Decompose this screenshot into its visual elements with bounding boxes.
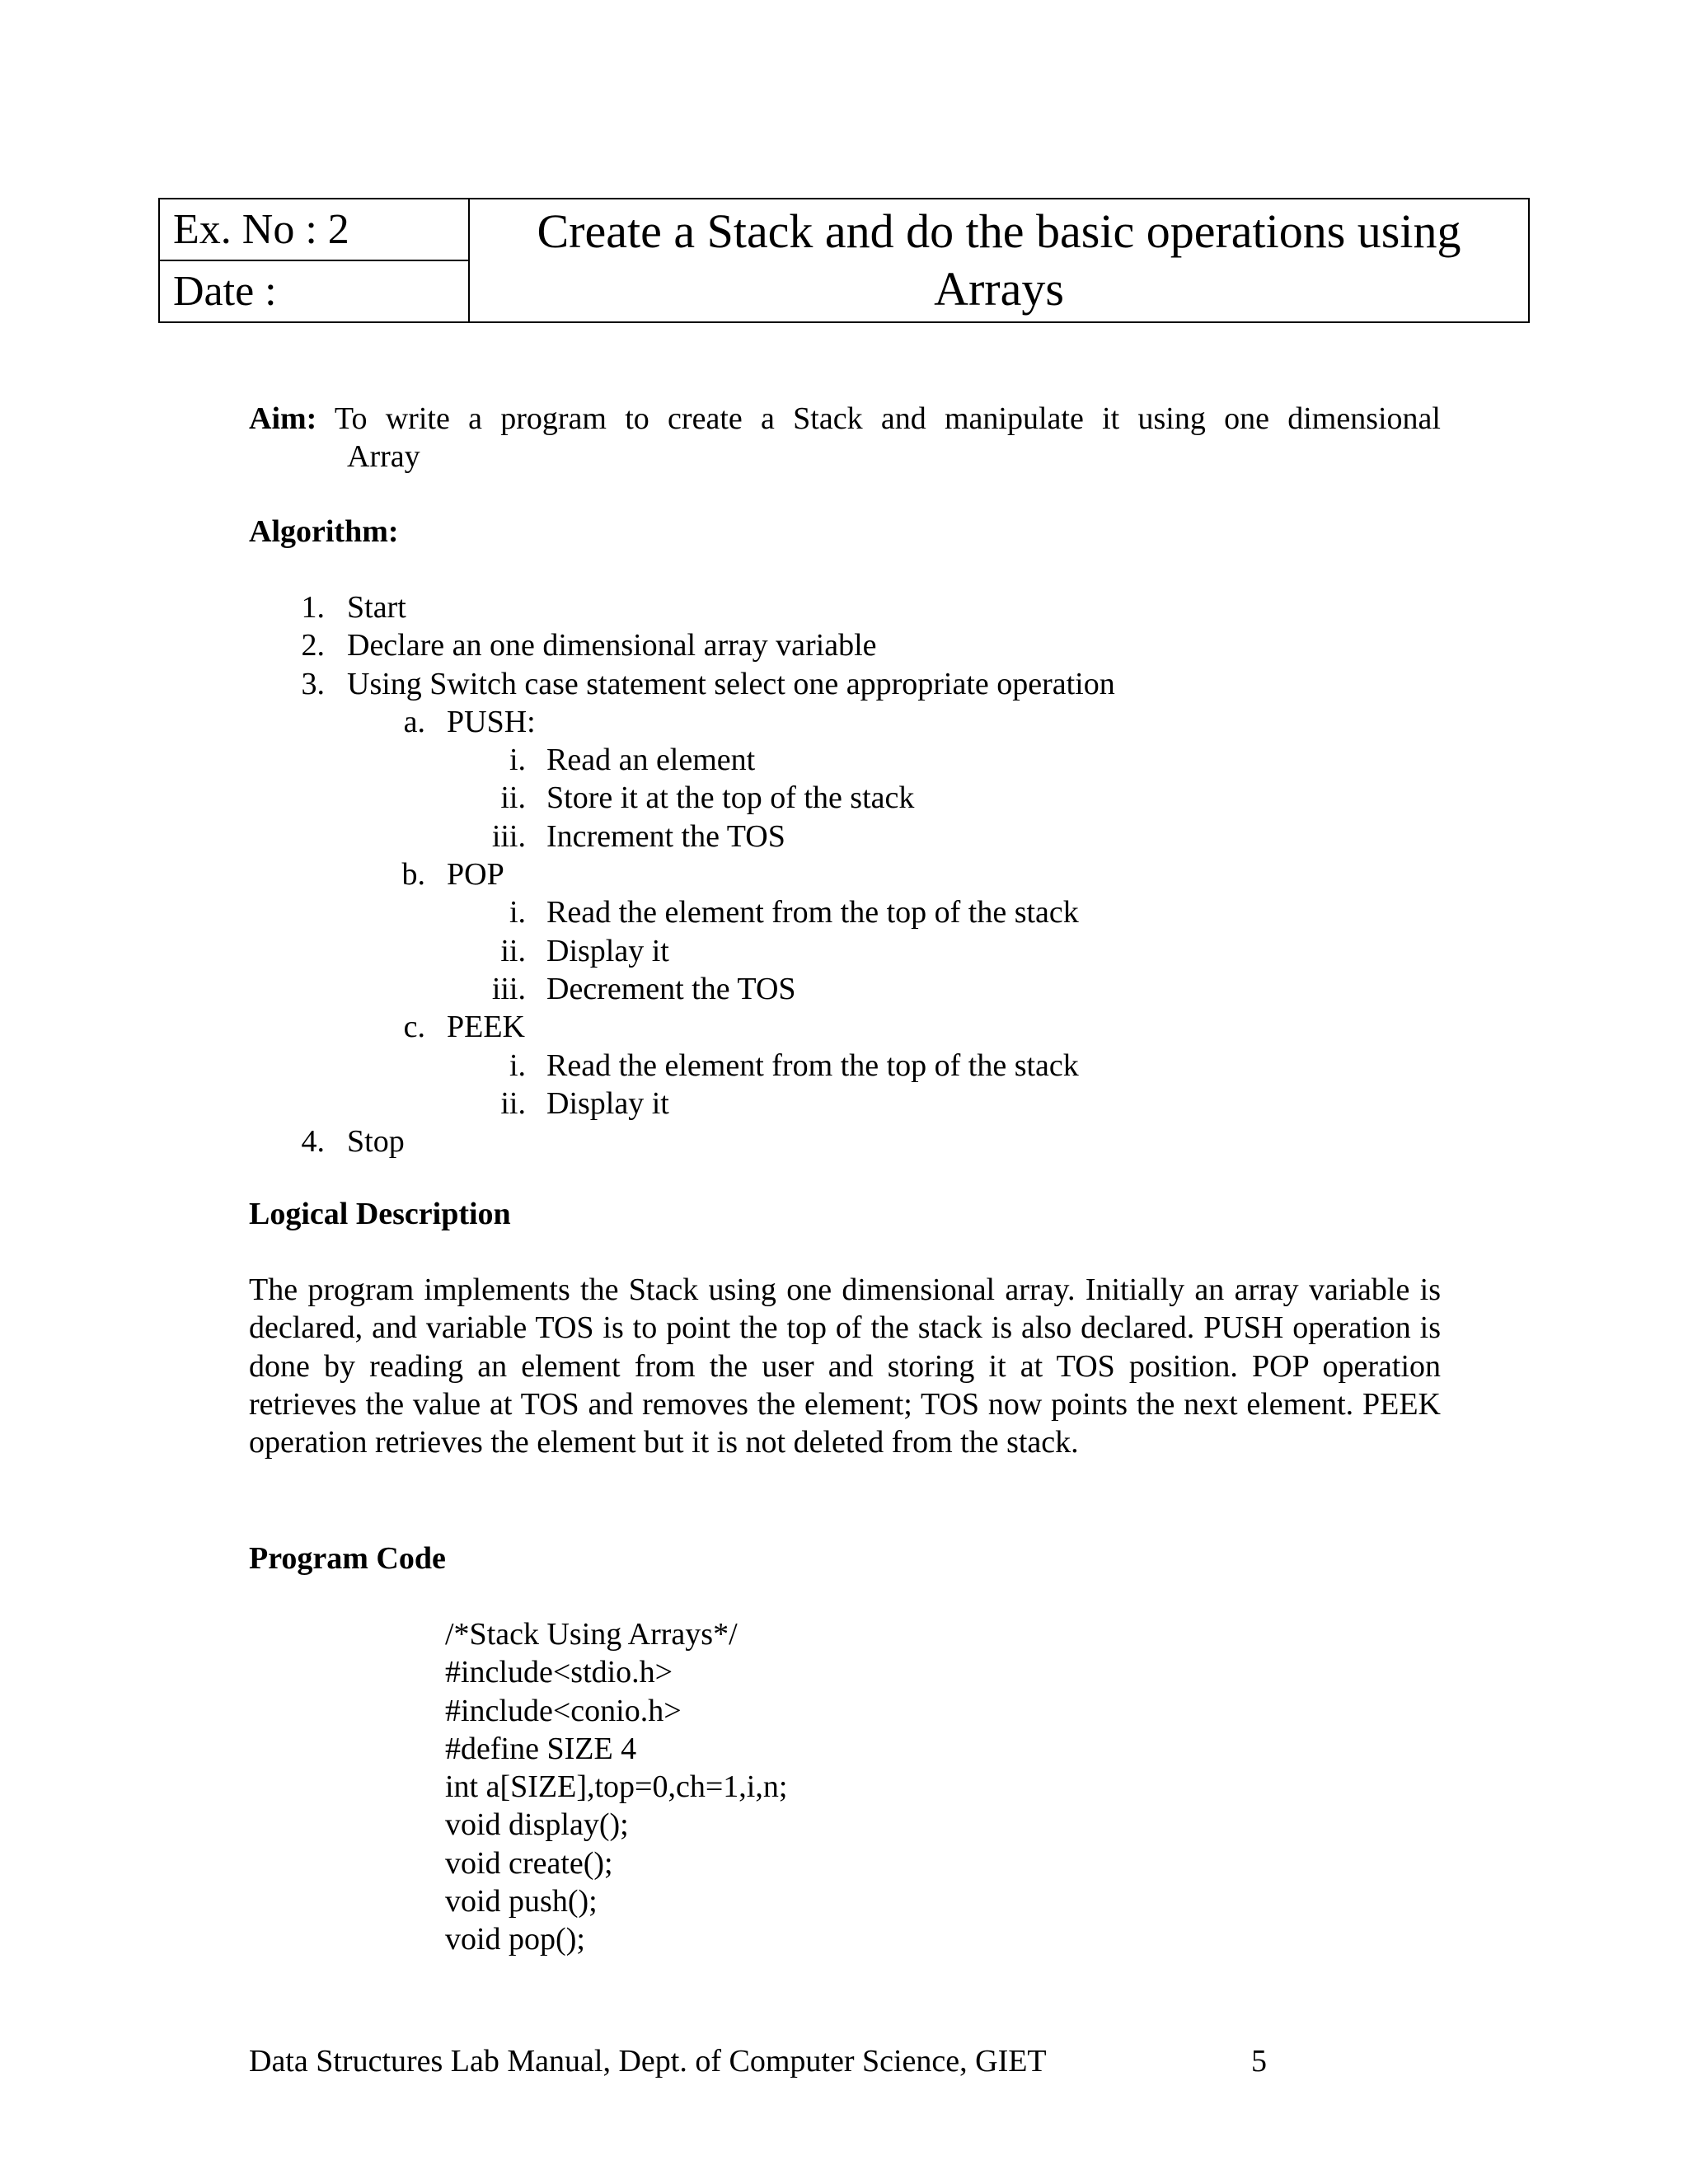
algorithm-step	[249, 703, 1403, 741]
step-number: c.	[403, 1010, 425, 1045]
header-table	[158, 198, 1530, 323]
exercise-title	[469, 199, 1529, 322]
aim-paragraph	[249, 400, 1441, 476]
ex-no-cell: Ex. No : 2	[159, 199, 469, 260]
algorithm-step	[249, 779, 1403, 817]
code-line: void push();	[445, 1884, 598, 1919]
step-text: Store it at the top of the stack	[546, 780, 915, 816]
step-text: Display it	[546, 1085, 669, 1121]
step-number: ii.	[500, 780, 526, 816]
step-text: Declare an one dimensional array variable	[347, 628, 877, 663]
step-text: POP	[447, 857, 504, 893]
step-number: iii.	[491, 971, 526, 1006]
algorithm-step	[249, 932, 1403, 970]
step-number: 1.	[301, 590, 325, 625]
title-line-2: Arrays	[934, 262, 1064, 316]
aim-label: Aim:	[249, 401, 317, 436]
code-line: /*Stack Using Arrays*/	[445, 1617, 738, 1652]
code-line: #include<stdio.h>	[445, 1655, 673, 1690]
code-line: void pop();	[445, 1922, 585, 1957]
step-text: Stop	[347, 1124, 405, 1160]
step-text: Using Switch case statement select one appropriate operation	[347, 666, 1115, 701]
step-number: ii.	[500, 933, 526, 968]
title-line-1: Create a Stack and do the basic operations using	[537, 204, 1461, 258]
code-line: void display();	[445, 1807, 629, 1843]
logical-description-text: The program implements the Stack using one dimensional array. Initially an array variable is declared, and variable TOS is to point the top of the stack is also declared. PUSH operation is done by reading an element from the user and storing it at TOS position. POP operation retrieves the value at TOS and removes the element; TOS now points the next element. PEEK operation retrieves the element but it is not deleted from the stack.	[249, 1272, 1441, 1460]
step-number: i.	[509, 1047, 526, 1083]
algorithm-step	[249, 1008, 1403, 1046]
algorithm-step	[249, 855, 1403, 893]
step-number: a.	[403, 704, 425, 739]
aim-line-2: Array	[347, 439, 420, 474]
step-number: iii.	[491, 818, 526, 854]
step-text: Read the element from the top of the stack	[546, 895, 1079, 930]
step-number: i.	[509, 895, 526, 930]
code-line: void create();	[445, 1845, 613, 1881]
logical-description-heading: Logical Description	[249, 1197, 511, 1231]
algorithm-step	[249, 665, 1403, 703]
step-number: 4.	[301, 1124, 325, 1160]
step-text: Start	[347, 590, 406, 625]
algorithm-step	[249, 1085, 1403, 1122]
algorithm-step	[249, 893, 1403, 931]
program-code-block	[445, 1615, 787, 1959]
algorithm-step	[249, 1122, 1403, 1160]
algorithm-step	[249, 970, 1403, 1008]
footer-text: Data Structures Lab Manual, Dept. of Computer Science, GIET	[249, 2044, 1047, 2079]
algorithm-step	[249, 1047, 1403, 1085]
code-line: int a[SIZE],top=0,ch=1,i,n;	[445, 1769, 788, 1805]
code-line: #define SIZE 4	[445, 1731, 637, 1766]
code-line: #include<conio.h>	[445, 1693, 682, 1728]
page-number: 5	[1251, 2044, 1267, 2079]
program-code-heading: Program Code	[249, 1541, 446, 1576]
step-text: Read the element from the top of the stack	[546, 1047, 1079, 1083]
step-text: Decrement the TOS	[546, 971, 796, 1006]
aim-line-1: To write a program to create a Stack and manipulate it using one dimensional	[334, 401, 1441, 436]
step-text: Read an element	[546, 743, 756, 778]
step-text: PEEK	[447, 1010, 525, 1045]
step-text: Display it	[546, 933, 669, 968]
step-number: 2.	[301, 628, 325, 663]
step-text: Increment the TOS	[546, 818, 785, 854]
step-number: 3.	[301, 666, 325, 701]
date-cell: Date :	[159, 260, 469, 322]
algorithm-list	[249, 588, 1403, 1160]
step-number: ii.	[500, 1085, 526, 1121]
algorithm-heading: Algorithm:	[249, 514, 399, 549]
algorithm-step	[249, 741, 1403, 779]
algorithm-step	[249, 588, 1403, 626]
step-number: i.	[509, 743, 526, 778]
step-number: b.	[401, 857, 425, 893]
algorithm-step	[249, 626, 1403, 664]
algorithm-step	[249, 818, 1403, 855]
step-text: PUSH:	[447, 704, 536, 739]
